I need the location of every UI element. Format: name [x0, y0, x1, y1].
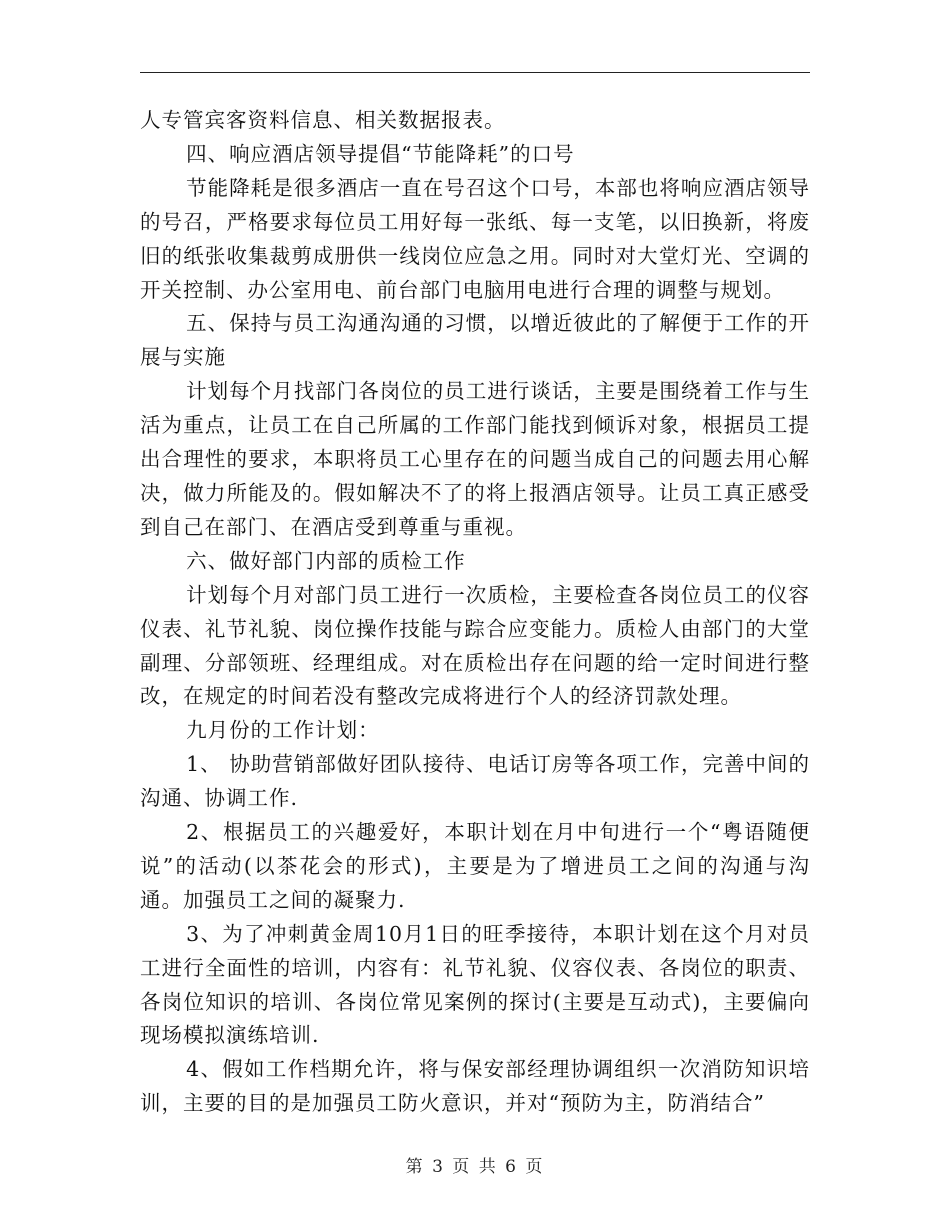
- paragraph: 计划每个月对部门员工进行一次质检，主要检查各岗位员工的仪容仪表、礼节礼貌、岗位操作技能与踪合应变能力。质检人由部门的大堂副理、分部领班、经理组成。对在质检出存在问题的给一定时间进行整改，在规定的时间若没有整改完成将进行个人的经济罚款处理。: [140, 582, 810, 709]
- paragraph: 节能降耗是很多酒店一直在号召这个口号，本部也将响应酒店领导的号召，严格要求每位员工用好每一张纸、每一支笔，以旧换新，将废旧的纸张收集裁剪成册供一线岗位应急之用。同时对大堂灯光、空调的开关控制、办公室用电、前台部门电脑用电进行合理的调整与规划。: [140, 175, 810, 302]
- list-item: 3、为了冲刺黄金周10月1日的旺季接待，本职计划在这个月对员工进行全面性的培训，内容有：礼节礼貌、仪容仪表、各岗位的职责、各岗位知识的培训、各岗位常见案例的探讨(主要是互动式)，主要偏向现场模拟演练培训.: [140, 921, 810, 1048]
- document-body: [140, 104, 810, 1121]
- section-heading: 九月份的工作计划：: [186, 718, 380, 743]
- paragraph: 人专管宾客资料信息、相关数据报表。: [140, 108, 506, 132]
- list-item: 4、假如工作档期允许，将与保安部经理协调组织一次消防知识培训，主要的目的是加强员工防火意识，并对“预防为主，防消结合”: [140, 1057, 810, 1116]
- page-footer: 第 3 页 共 6 页: [405, 1157, 545, 1177]
- paragraph: 计划每个月找部门各岗位的员工进行谈话，主要是围绕着工作与生活为重点，让员工在自己所属的工作部门能找到倾诉对象，根据员工提出合理性的要求，本职将员工心里存在的问题当成自己的问题去用心解决，做力所能及的。假如解决不了的将上报酒店领导。让员工真正感受到自己在部门、在酒店受到尊重与重视。: [140, 379, 810, 539]
- list-item: 2、根据员工的兴趣爱好，本职计划在月中旬进行一个“粤语随便说”的活动(以茶花会的形式)，主要是为了增进员工之间的沟通与沟通。加强员工之间的凝聚力.: [140, 820, 810, 912]
- header-rule: [140, 72, 810, 73]
- section-heading: 四、响应酒店领导提倡“节能降耗”的口号: [186, 141, 575, 166]
- list-item: 1、 协助营销部做好团队接待、电话订房等各项工作，完善中间的沟通、协调工作.: [140, 752, 810, 811]
- section-heading: 六、做好部门内部的质检工作: [186, 548, 466, 573]
- section-heading: 五、保持与员工沟通沟通的习惯，以增近彼此的了解便于工作的开展与实施: [140, 311, 810, 370]
